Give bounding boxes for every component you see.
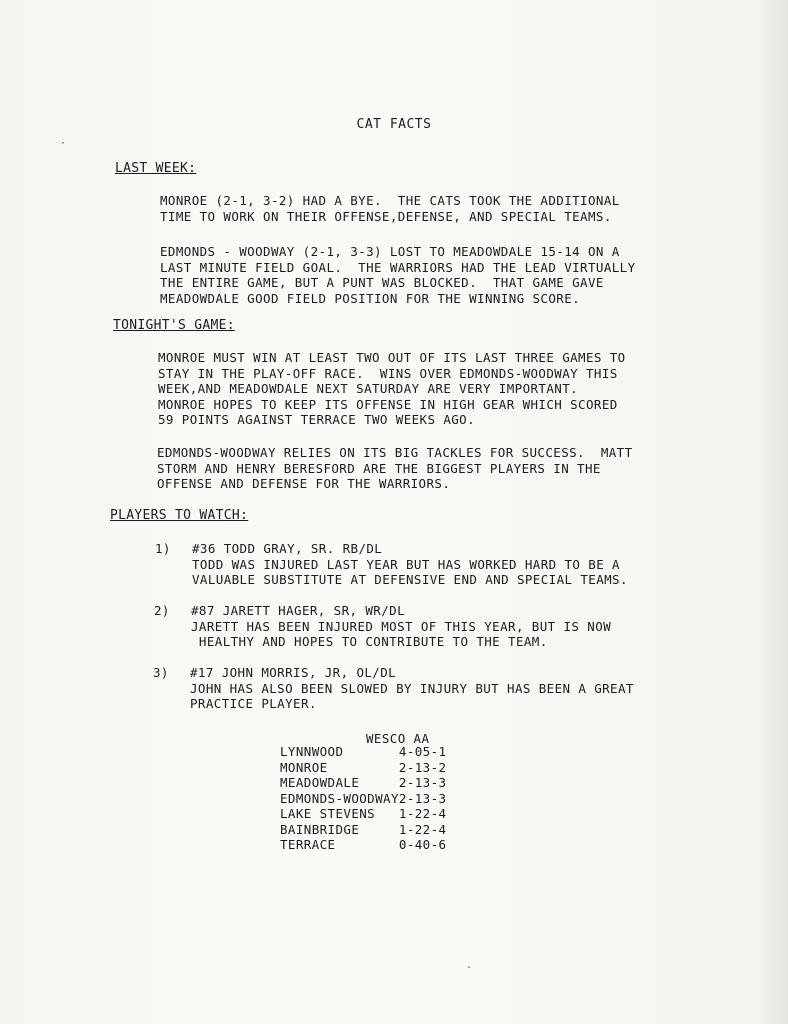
league-record: 1-2 bbox=[398, 821, 423, 837]
tonights-game-paragraph-2: EDMONDS-WOODWAY RELIES ON ITS BIG TACKLES FOR SUCCESS. MATT STORM AND HENRY BERESFORD ARE THE BIGGEST PLAYERS IN THE OFFENSE AND DEFENSE FOR THE WARRIORS. bbox=[157, 445, 633, 491]
player-number: 3) bbox=[153, 665, 169, 680]
player-number: 2) bbox=[154, 603, 170, 618]
player-description: #36 TODD GRAY, SR. RB/DL TODD WAS INJURED LAST YEAR BUT HAS WORKED HARD TO BE A VALUABLE SUBSTITUTE AT DEFENSIVE END AND SPECIAL TEAMS. bbox=[192, 541, 628, 587]
overall-record: 5-1 bbox=[422, 744, 447, 759]
table-row bbox=[280, 822, 446, 838]
overall-record: 3-3 bbox=[422, 790, 447, 806]
team-name: EDMONDS-WOODWAY bbox=[280, 790, 399, 806]
last-week-paragraph-1: MONROE (2-1, 3-2) HAD A BYE. THE CATS TOOK THE ADDITIONAL TIME TO WORK ON THEIR OFFENSE,DEFENSE, AND SPECIAL TEAMS. bbox=[160, 193, 620, 224]
table-row bbox=[280, 760, 446, 776]
league-record: 2-1 bbox=[398, 759, 423, 775]
tonights-game-paragraph-1: MONROE MUST WIN AT LEAST TWO OUT OF ITS LAST THREE GAMES TO STAY IN THE PLAY-OFF RACE. WINS OVER EDMONDS-WOODWAY THIS WEEK,AND MEADOWDALE NEXT SATURDAY ARE VERY IMPORTANT. MONROE HOPES TO KEEP ITS OFFENSE IN HIGH GEAR WHICH SCORED 59 POINTS AGAINST TERRACE TWO WEEKS AGO. bbox=[158, 350, 626, 427]
standings-title: WESCO AA bbox=[366, 731, 430, 746]
table-row bbox=[280, 775, 446, 791]
overall-record: 3-2 bbox=[422, 759, 447, 775]
player-description: #87 JARETT HAGER, SR, WR/DL JARETT HAS BEEN INJURED MOST OF THIS YEAR, BUT IS NOW HEALTHY AND HOPES TO CONTRIBUTE TO THE TEAM. bbox=[191, 603, 612, 649]
team-name: LYNNWOOD bbox=[280, 744, 344, 759]
overall-record: 2-4 bbox=[422, 821, 447, 837]
league-record: 0-4 bbox=[398, 837, 423, 852]
overall-record: 3-3 bbox=[422, 775, 447, 790]
last-week-paragraph-2: EDMONDS - WOODWAY (2-1, 3-3) LOST TO MEADOWDALE 15-14 ON A LAST MINUTE FIELD GOAL. THE WARRIORS HAD THE LEAD VIRTUALLY THE ENTIRE GAME, BUT A PUNT WAS BLOCKED. THAT GAME GAVE MEADOWDALE GOOD FIELD POSITION FOR THE WINNING SCORE. bbox=[160, 244, 636, 306]
table-row bbox=[280, 806, 446, 822]
league-record: 2-1 bbox=[398, 790, 423, 806]
team-name: TERRACE bbox=[280, 837, 336, 852]
overall-record: 0-6 bbox=[422, 837, 447, 852]
table-row bbox=[280, 791, 446, 807]
standings-grid bbox=[280, 744, 446, 853]
overall-record: 2-4 bbox=[422, 806, 447, 821]
table-row bbox=[280, 837, 446, 853]
league-record: 2-1 bbox=[398, 775, 423, 790]
team-name: LAKE STEVENS bbox=[280, 806, 376, 821]
stray-mark: - bbox=[466, 962, 473, 973]
players-to-watch-heading: PLAYERS TO WATCH: bbox=[110, 508, 249, 523]
stray-mark: · bbox=[60, 138, 67, 149]
player-description: #17 JOHN MORRIS, JR, OL/DL JOHN HAS ALSO BEEN SLOWED BY INJURY BUT HAS BEEN A GREAT PRACTICE PLAYER. bbox=[190, 665, 634, 711]
team-name: BAINBRIDGE bbox=[280, 821, 360, 837]
league-record: 1-2 bbox=[398, 806, 423, 821]
last-week-heading: LAST WEEK: bbox=[115, 161, 197, 176]
player-number: 1) bbox=[155, 541, 171, 556]
league-record: 4-0 bbox=[398, 744, 423, 759]
tonights-game-heading: TONIGHT'S GAME: bbox=[113, 318, 235, 333]
team-name: MEADOWDALE bbox=[280, 775, 360, 790]
team-name: MONROE bbox=[280, 759, 328, 775]
table-row bbox=[280, 744, 446, 760]
page-title: CAT FACTS bbox=[356, 117, 432, 132]
